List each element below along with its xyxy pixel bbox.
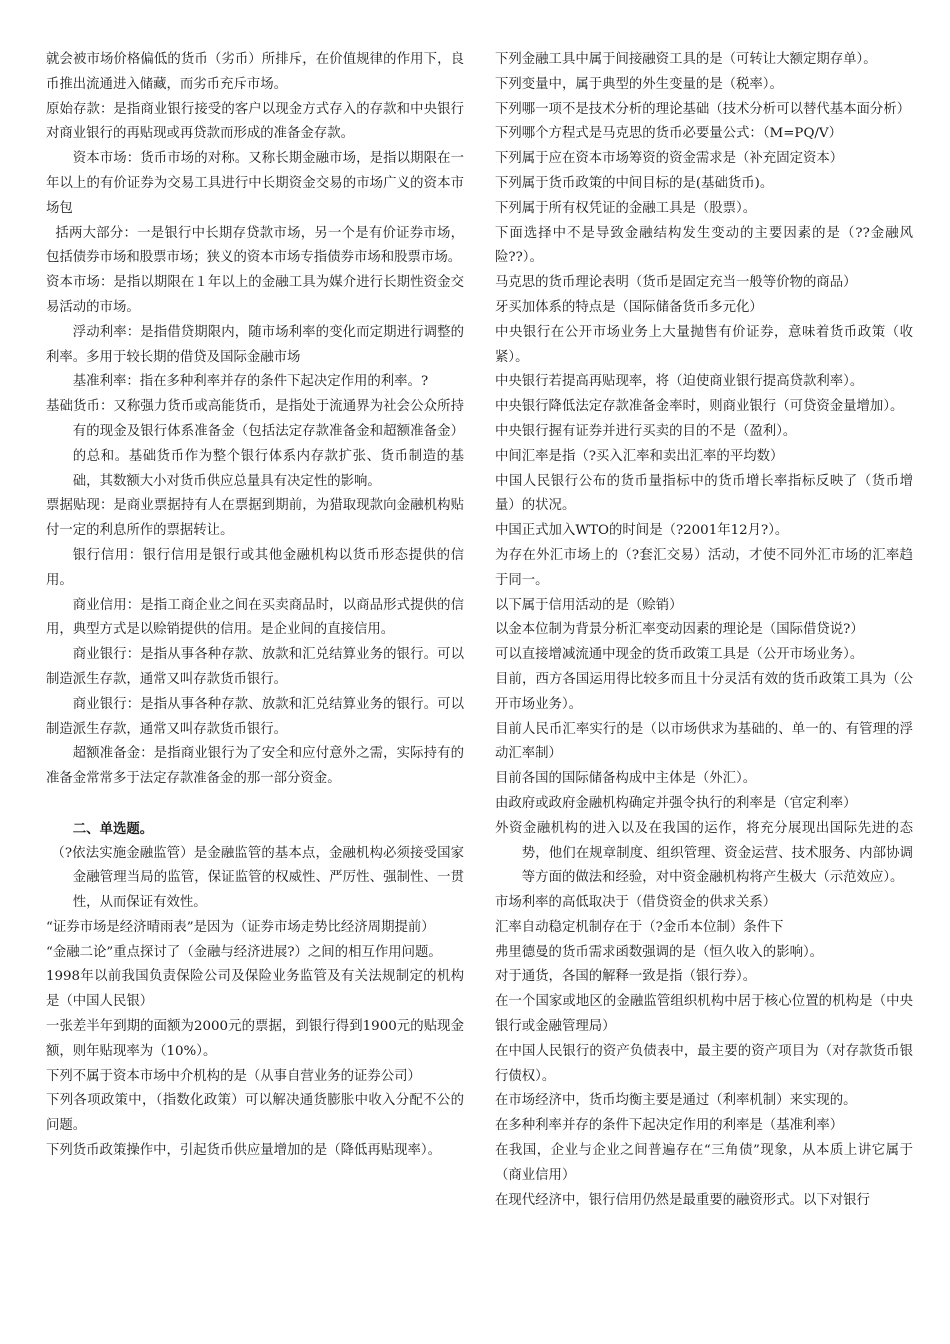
left-para-11: 商业信用：是指工商企业之间在买卖商品时，以商品形式提供的信用，典型方式是以赊销提供的信用。是企业间的直接信用。 bbox=[46, 597, 464, 638]
left-para-1: 就会被市场价格偏低的货币（劣币）所排斥，在价值规律的作用下，良币推出流通进入储藏，而劣币充斥市场。 bbox=[46, 52, 464, 92]
question-item: 对于通货，各国的解释一致是指（银行券）。 bbox=[495, 969, 757, 985]
question-item: “金融二论”重点探讨了（金融与经济进展?）之间的相互作用问题。 bbox=[46, 944, 442, 960]
question-item: 在现代经济中，银行信用仍然是最重要的融资形式。以下对银行 bbox=[495, 1192, 870, 1208]
question-item: 牙买加体系的特点是（国际储备货币多元化） bbox=[495, 299, 763, 315]
right-column bbox=[495, 48, 913, 1213]
question-item: 下列不属于资本市场中介机构的是（从事自营业务的证券公司） bbox=[46, 1068, 421, 1084]
question-item: 以下属于信用活动的是（赊销） bbox=[495, 597, 683, 613]
left-para-3: 资本市场：货币市场的对称。又称长期金融市场，是指以期限在一年以上的有价证券为交易工具进行中长期资金交易的市场广义的资本市场包 bbox=[46, 151, 464, 216]
question-item: 下列各项政策中，（指数化政策）可以解决通货膨胀中收入分配不公的问题。 bbox=[46, 1093, 464, 1134]
question-item: 下列金融工具中属于间接融资工具的是（可转让大额定期存单）。 bbox=[495, 52, 877, 67]
left-para-8: 基础货币：又称强力货币或高能货币，是指处于流通界为社会公众所持有的现金及银行体系准备金（包括法定存款准备金和超额准备金）的总和。基础货币作为整个银行体系内存款扩张、货币制造的基础，其数额大小对货币供应总量具有决定性的影响。 bbox=[46, 399, 464, 489]
question-item: 汇率自动稳定机制存在于（?金币本位制）条件下 bbox=[495, 919, 784, 935]
left-para-7: 基准利率：指在多种利率并存的条件下起决定作用的利率。? bbox=[72, 374, 429, 390]
question-item: 下面选择中不是导致金融结构发生变动的主要因素的是（??金融风险??）。 bbox=[495, 225, 913, 266]
left-para-14: 超额准备金：是指商业银行为了安全和应付意外之需，实际持有的准备金常常多于法定存款准备金的那一部分资金。 bbox=[46, 746, 464, 787]
left-para-10: 银行信用：银行信用是银行或其他金融机构以货币形态提供的信用。 bbox=[46, 547, 464, 588]
question-item: 目前，西方各国运用得比较多而且十分灵活有效的货币政策工具为（公开市场业务）。 bbox=[495, 671, 913, 712]
question-item: 在多种利率并存的条件下起决定作用的利率是（基准利率） bbox=[495, 1118, 844, 1134]
question-item: 下列哪一项不是技术分析的理论基础（技术分析可以替代基本面分析） bbox=[495, 101, 911, 117]
question-item: 在我国，企业与企业之间普遍存在“三角债”现象，从本质上讲它属于（商业信用） bbox=[495, 1143, 913, 1183]
question-item: 下列哪个方程式是马克思的货币必要量公式：（M=PQ/V） bbox=[495, 126, 842, 142]
question-item: 中国正式加入WTO的时间是（?2001年12月?）。 bbox=[495, 523, 789, 539]
question-item: 中央银行握有证券并进行买卖的目的不是（盈利）。 bbox=[495, 423, 797, 439]
left-para-5: 资本市场：是指以期限在１年以上的金融工具为媒介进行长期性资金交易活动的市场。 bbox=[46, 275, 464, 315]
left-para-4: 括两大部分：一是银行中长期存贷款市场，另一个是有价证券市场，包括债券市场和股票市场；狭义的资本市场专指债券市场和股票市场。 bbox=[46, 225, 464, 266]
left-para-2: 原始存款：是指商业银行接受的客户以现金方式存入的存款和中央银行对商业银行的再贴现或再贷款而形成的准备金存款。 bbox=[46, 101, 464, 142]
question-item: 以金本位制为背景分析汇率变动因素的理论是（国际借贷说?） bbox=[495, 622, 864, 638]
question-item: 下列属于应在资本市场筹资的资金需求是（补充固定资本） bbox=[495, 151, 844, 167]
question-item: “证券市场是经济晴雨表”是因为（证券市场走势比经济周期提前） bbox=[46, 919, 435, 935]
question-item: 下列货币政策操作中，引起货币供应量增加的是（降低再贴现率）。 bbox=[46, 1143, 442, 1159]
question-item: 中央银行在公开市场业务上大量抛售有价证券，意味着货币政策（收紧）。 bbox=[495, 324, 913, 365]
question-item: 一张差半年到期的面额为2000元的票据，到银行得到1900元的贴现金额，则年贴现率为（10%）。 bbox=[46, 1019, 464, 1059]
question-item: （?依法实施金融监管）是金融监管的基本点，金融机构必须接受国家金融管理当局的监管，保证监管的权威性、严厉性、强制性、一贯性，从而保证有效性。 bbox=[51, 845, 464, 911]
question-item: 中央银行若提高再贴现率，将（迫使商业银行提高贷款利率）。 bbox=[495, 374, 864, 390]
question-item: 在一个国家或地区的金融监管组织机构中居于核心位置的机构是（中央银行或金融管理局） bbox=[495, 994, 913, 1035]
left-para-9: 票据贴现：是商业票据持有人在票据到期前，为猎取现款向金融机构贴付一定的利息所作的票据转让。 bbox=[46, 498, 464, 539]
question-item: 市场利率的高低取决于（借贷资金的供求关系） bbox=[495, 895, 777, 911]
question-item: 目前人民币汇率实行的是（以市场供求为基础的、单一的、有管理的浮动汇率制） bbox=[495, 721, 913, 762]
question-item: 下列属于货币政策的中间目标的是(基础货币)。 bbox=[495, 175, 774, 191]
question-item: 中央银行降低法定存款准备金率时，则商业银行（可贷资金量增加）。 bbox=[495, 399, 904, 415]
question-item: 在中国人民银行的资产负债表中，最主要的资产项目为（对存款货币银行债权）。 bbox=[495, 1043, 913, 1084]
question-item: 可以直接增减流通中现金的货币政策工具是（公开市场业务）。 bbox=[495, 647, 864, 663]
question-item: 弗里德曼的货币需求函数强调的是（恒久收入的影响）。 bbox=[495, 944, 824, 960]
question-item: 在市场经济中，货币均衡主要是通过（利率机制）来实现的。 bbox=[495, 1093, 857, 1109]
question-item: 马克思的货币理论表明（货币是固定充当一般等价物的商品） bbox=[495, 275, 857, 291]
section-heading: 二、单选题。 bbox=[72, 820, 154, 837]
left-para-12: 商业银行：是指从事各种存款、放款和汇兑结算业务的银行。可以制造派生存款，通常又叫存款货币银行。 bbox=[46, 647, 464, 687]
question-item: 由政府或政府金融机构确定并强令执行的利率是（官定利率） bbox=[495, 795, 857, 811]
question-item: 下列变量中，属于典型的外生变量的是（税率）。 bbox=[495, 76, 783, 92]
left-para-13: 商业银行：是指从事各种存款、放款和汇兑结算业务的银行。可以制造派生存款，通常又叫存款货币银行。 bbox=[46, 696, 464, 737]
question-item: 目前各国的国际储备构成中主体是（外汇）。 bbox=[495, 771, 757, 787]
question-item: 下列属于所有权凭证的金融工具是（股票）。 bbox=[495, 200, 757, 216]
left-column bbox=[46, 48, 464, 1164]
question-item: 中国人民银行公布的货币量指标中的货币增长率指标反映了（货币增量）的状况。 bbox=[495, 473, 913, 514]
left-para-6: 浮动利率：是指借贷期限内，随市场利率的变化而定期进行调整的利率。多用于较长期的借贷及国际金融市场 bbox=[46, 324, 464, 365]
question-item: 为存在外汇市场上的（?套汇交易）活动，才使不同外汇市场的汇率趋于同一。 bbox=[495, 547, 913, 588]
question-item: 1998年以前我国负责保险公司及保险业务监管及有关法规制定的机构是（中国人民银） bbox=[46, 969, 464, 1010]
question-item: 中间汇率是指（?买入汇率和卖出汇率的平均数） bbox=[495, 448, 784, 464]
question-item: 外资金融机构的进入以及在我国的运作，将充分展现出国际先进的态势，他们在规章制度、组织管理、资金运营、技术服务、内部协调等方面的做法和经验，对中资金融机构将产生极大（示范效应）。 bbox=[495, 820, 913, 886]
